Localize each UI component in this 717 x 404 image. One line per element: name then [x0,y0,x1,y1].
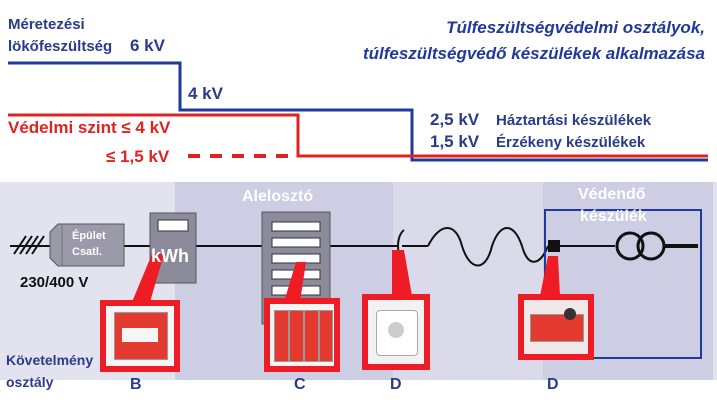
rated-voltage-value: 6 kV [130,36,165,55]
appliance-voltage-2: 1,5 kV [430,132,480,151]
zone-protected-label-2: készülék [580,208,647,225]
requirement-class-label-2: osztály [6,374,54,390]
meter-label: kWh [151,246,189,266]
requirement-class-label-1: Követelmény [6,352,94,368]
building-connection-label-1: Épület [72,230,106,242]
protection-level-label: Védelmi szint ≤ 4 kV [8,118,171,137]
connection-node [548,240,560,252]
step-4kv-label: 4 kV [188,84,223,103]
supply-voltage-label: 230/400 V [20,274,89,291]
device-class-d1 [362,294,430,370]
cable-coil [428,228,548,266]
protection-level-secondary: ≤ 1,5 kV [106,147,170,166]
zone-protected-label-1: Védendő [578,186,646,203]
rated-voltage-label-2: lökőfeszültség [8,38,113,55]
rated-voltage-label-1: Méretezési [8,16,85,33]
callout-pointer-d2 [540,256,560,296]
class-letter-c: C [294,376,306,393]
appliance-label-2: Érzékeny készülékek [496,134,646,151]
appliance-voltage-1: 2,5 kV [430,110,480,129]
device-class-c [264,298,340,372]
building-connection-label-2: Csatl. [72,246,102,258]
device-class-d2 [518,294,594,360]
title-line-2: túlfeszültségvédő készülékek alkalmazása [362,44,705,63]
class-letter-d2: D [547,376,559,393]
class-letter-d1: D [390,376,402,393]
device-class-b [100,300,180,372]
appliance-label-1: Háztartási készülékek [496,112,652,129]
class-letter-b: B [130,376,142,393]
zone-subdistribution-label: Alelosztó [242,188,314,205]
callout-pointer-d1 [392,250,412,296]
title-line-1: Túlfeszültségvédelmi osztályok, [446,18,705,37]
